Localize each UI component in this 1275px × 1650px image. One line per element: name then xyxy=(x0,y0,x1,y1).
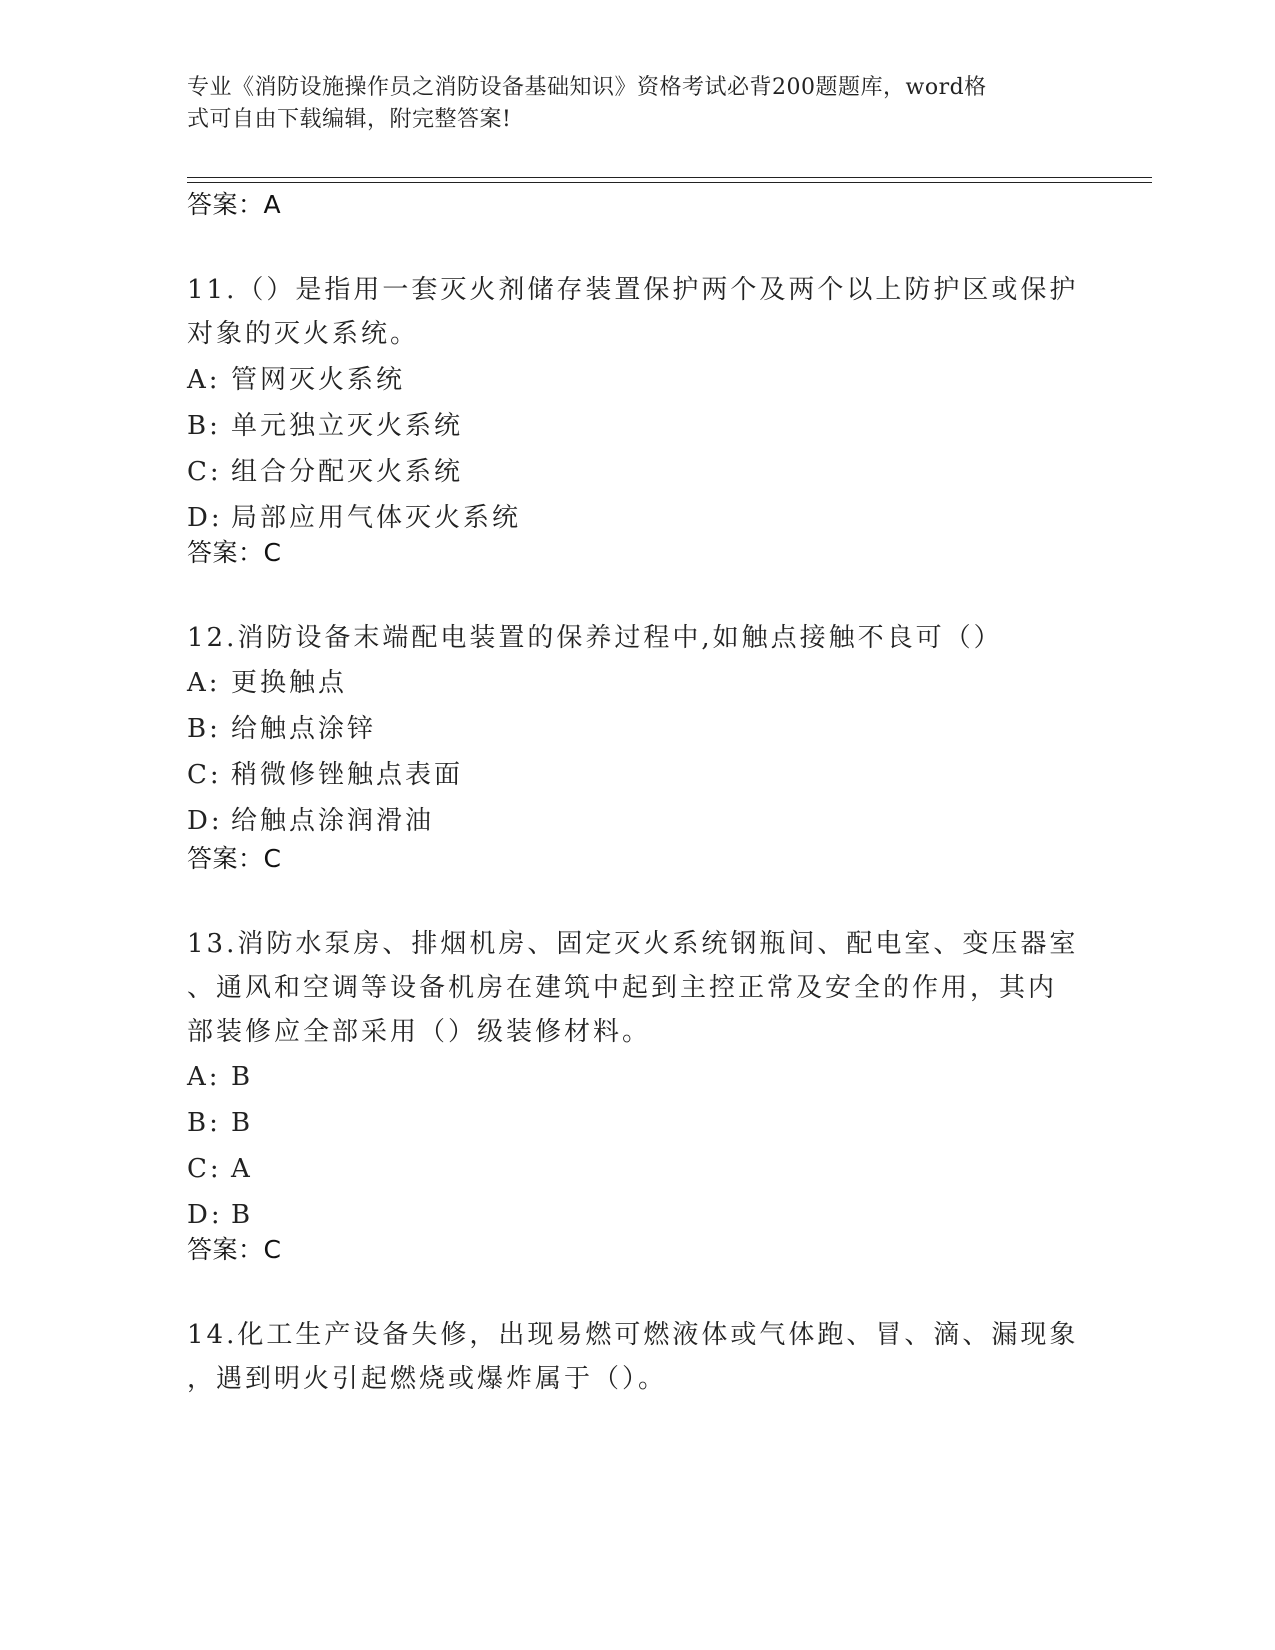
answer-q11: 答案：C xyxy=(187,538,282,567)
question-stem-line: ，遇到明火引起燃烧或爆炸属于（）。 xyxy=(187,1364,668,1394)
option-text: 单元独立灭火系统 xyxy=(231,411,464,441)
option-text: 给触点涂润滑油 xyxy=(231,806,435,836)
option-text: 局部应用气体灭火系统 xyxy=(231,503,522,533)
option-text: 更换触点 xyxy=(231,668,348,698)
header-divider-top xyxy=(187,177,1152,178)
option-key: A: xyxy=(187,365,221,395)
question-stem-line: 对象的灭火系统。 xyxy=(187,319,420,349)
option-key: B: xyxy=(187,714,221,744)
question-stem-line: 部装修应全部采用（）级装修材料。 xyxy=(187,1017,652,1047)
option-a xyxy=(187,660,1087,706)
option-key: C: xyxy=(187,1154,222,1184)
question-stem-line: 11.（）是指用一套灭火剂储存装置保护两个及两个以上防护区或保护 xyxy=(187,275,1079,305)
option-text: 管网灭火系统 xyxy=(231,365,406,395)
question-11 xyxy=(187,268,1087,541)
option-a xyxy=(187,1054,1087,1100)
option-b xyxy=(187,706,1087,752)
question-stem-line: 、通风和空调等设备机房在建筑中起到主控正常及安全的作用，其内 xyxy=(187,973,1058,1003)
header-divider-bottom xyxy=(187,182,1152,183)
option-b xyxy=(187,403,1087,449)
question-14 xyxy=(187,1313,1087,1401)
answer-q10: 答案：A xyxy=(187,190,282,219)
option-a xyxy=(187,357,1087,403)
option-key: B: xyxy=(187,1108,221,1138)
option-text: 稍微修锉触点表面 xyxy=(231,760,464,790)
document-header xyxy=(187,72,1087,136)
option-key: A: xyxy=(187,1062,221,1092)
option-key: C: xyxy=(187,760,222,790)
option-d xyxy=(187,1192,1087,1238)
option-key: D: xyxy=(187,1200,223,1230)
option-text: 给触点涂锌 xyxy=(231,714,377,744)
answer-q13: 答案：C xyxy=(187,1235,282,1264)
option-c xyxy=(187,752,1087,798)
option-key: D: xyxy=(187,806,223,836)
answer-q12: 答案：C xyxy=(187,844,282,873)
header-line-1: 专业《消防设施操作员之消防设备基础知识》资格考试必背200题题库，word格 xyxy=(187,75,987,100)
question-12 xyxy=(187,616,1087,844)
header-line-2: 式可自由下载编辑，附完整答案! xyxy=(187,107,512,132)
option-d xyxy=(187,798,1087,844)
question-13 xyxy=(187,922,1087,1238)
option-key: C: xyxy=(187,457,222,487)
option-b xyxy=(187,1100,1087,1146)
option-text: A xyxy=(231,1154,253,1184)
option-text: B xyxy=(231,1200,254,1230)
option-c xyxy=(187,1146,1087,1192)
option-text: B xyxy=(231,1062,254,1092)
option-text: B xyxy=(231,1108,254,1138)
option-key: D: xyxy=(187,503,223,533)
question-stem-line: 13.消防水泵房、排烟机房、固定灭火系统钢瓶间、配电室、变压器室 xyxy=(187,929,1079,959)
option-key: B: xyxy=(187,411,221,441)
option-c xyxy=(187,449,1087,495)
option-key: A: xyxy=(187,668,221,698)
option-d xyxy=(187,495,1087,541)
question-stem-line: 12.消防设备末端配电装置的保养过程中,如触点接触不良可（） xyxy=(187,623,1003,653)
option-text: 组合分配灭火系统 xyxy=(231,457,464,487)
question-stem-line: 14.化工生产设备失修，出现易燃可燃液体或气体跑、冒、滴、漏现象 xyxy=(187,1320,1079,1350)
